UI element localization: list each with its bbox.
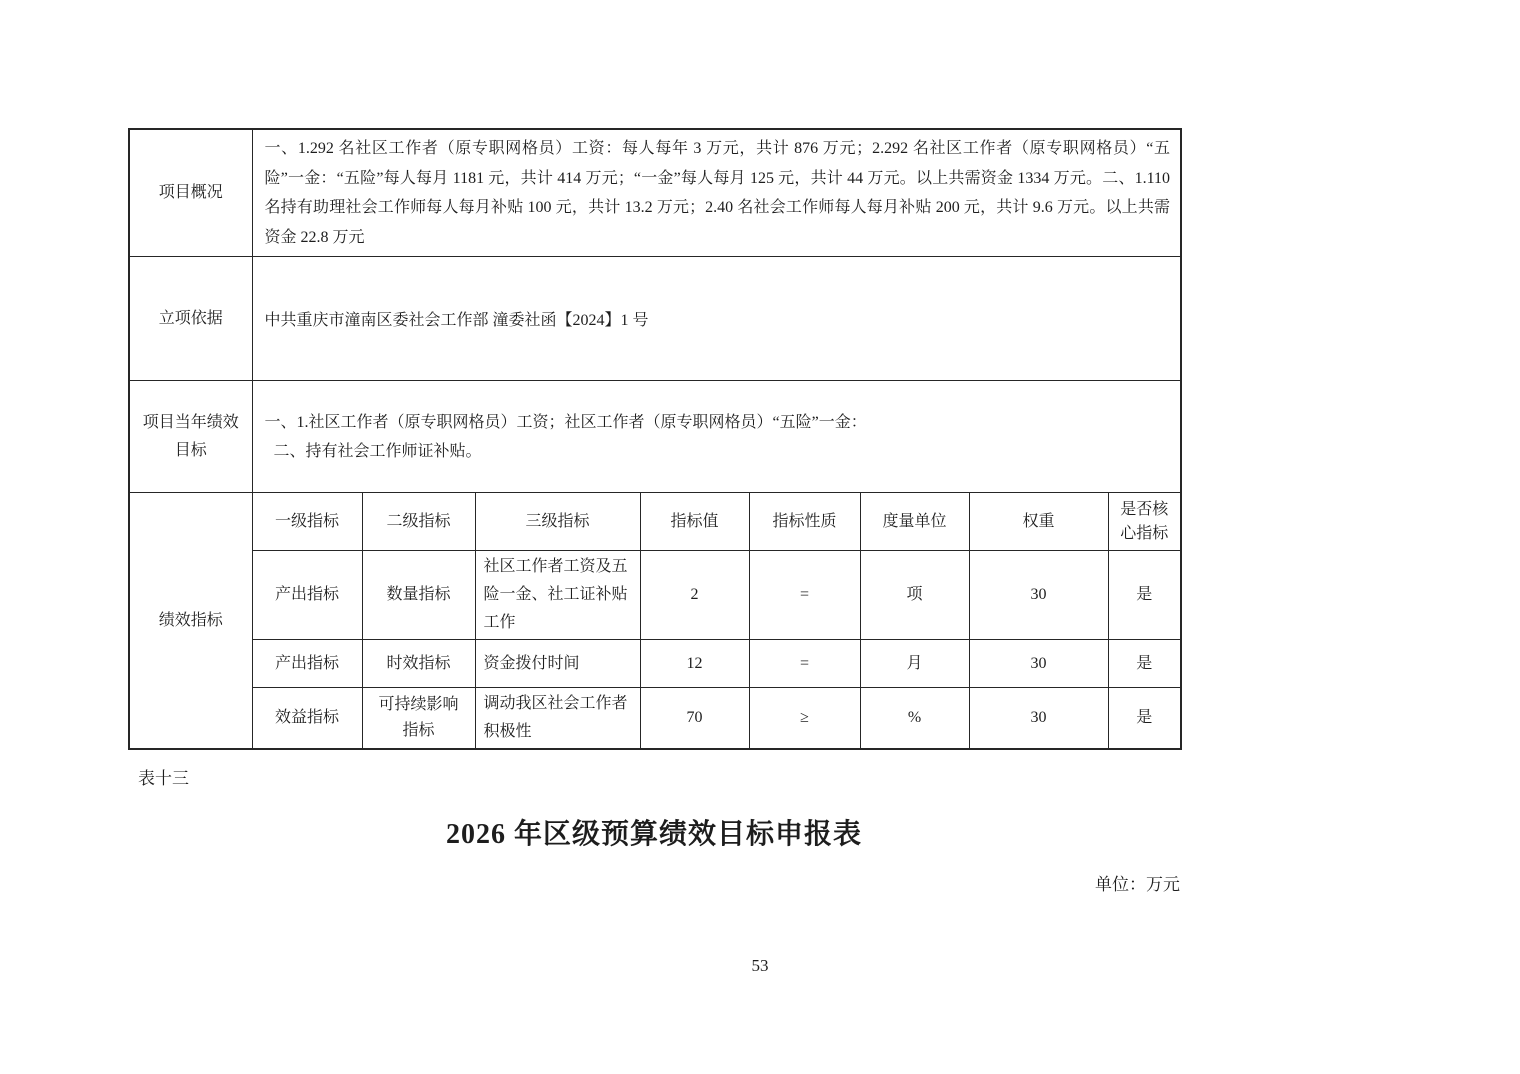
indicator-cell: 调动我区社会工作者积极性	[475, 688, 640, 750]
indicator-cell: 资金拨付时间	[475, 640, 640, 688]
indicator-cell: 月	[860, 640, 969, 688]
row-label-overview: 项目概况	[129, 129, 252, 257]
page-number: 53	[751, 956, 769, 975]
indicator-cell: 是	[1108, 640, 1181, 688]
indicator-cell: 时效指标	[362, 640, 475, 688]
indicator-cell: 是	[1108, 551, 1181, 640]
basis-content: 中共重庆市潼南区委社会工作部 潼委社函【2024】1 号	[252, 257, 1181, 381]
indicator-row-2	[129, 640, 1181, 688]
header-level2-indicator: 二级指标	[362, 493, 475, 551]
row-label-performance: 绩效指标	[129, 493, 252, 750]
table-caption: 表十三	[138, 769, 189, 788]
indicator-cell: 项	[860, 551, 969, 640]
indicator-cell: 产出指标	[252, 640, 362, 688]
annual-goal-line2: 二、持有社会工作师证补贴。	[273, 442, 482, 460]
annual-goal-content	[252, 381, 1181, 493]
indicator-cell: 效益指标	[252, 688, 362, 750]
indicator-cell: 30	[969, 551, 1108, 640]
indicator-cell: 社区工作者工资及五险一金、社工证补贴工作	[475, 551, 640, 640]
indicator-cell: 产出指标	[252, 551, 362, 640]
indicator-cell: =	[749, 551, 860, 640]
document-title: 2026 年区级预算绩效目标申报表	[445, 819, 862, 850]
header-indicator-value: 指标值	[640, 493, 749, 551]
performance-target-table	[128, 128, 1182, 750]
header-indicator-nature: 指标性质	[749, 493, 860, 551]
indicator-cell: 12	[640, 640, 749, 688]
table-row	[129, 381, 1181, 493]
header-level1-indicator: 一级指标	[252, 493, 362, 551]
unit-label: 单位：万元	[1095, 875, 1180, 894]
header-level3-indicator: 三级指标	[475, 493, 640, 551]
indicator-header-row	[129, 493, 1181, 551]
indicator-cell: 是	[1108, 688, 1181, 750]
row-label-basis: 立项依据	[129, 257, 252, 381]
indicator-cell: ≥	[749, 688, 860, 750]
header-core-indicator: 是否核心指标	[1108, 493, 1181, 551]
indicator-cell: 70	[640, 688, 749, 750]
row-label-annual-goal: 项目当年绩效目标	[129, 381, 252, 493]
header-weight: 权重	[969, 493, 1108, 551]
indicator-row-1	[129, 551, 1181, 640]
indicator-cell: 30	[969, 688, 1108, 750]
overview-content: 一、1.292 名社区工作者（原专职网格员）工资：每人每年 3 万元，共计 876 万元；2.292 名社区工作者（原专职网格员）“五险”一金：“五险”每人每月 1181 元，共计 414 万元；“一金”每人每月 125 元，共计 44 万元。以上共需资金 1334 万元。二、1.110 名持有助理社会工作师每人每月补贴 100 元，共计 13.2 万元；2.40 名社会工作师每人每月补贴 200 元，共计 9.6 万元。以上共需资金 22.8 万元	[252, 129, 1181, 257]
indicator-cell: 30	[969, 640, 1108, 688]
table-row	[129, 129, 1181, 257]
indicator-cell: =	[749, 640, 860, 688]
indicator-cell: %	[860, 688, 969, 750]
indicator-cell: 数量指标	[362, 551, 475, 640]
indicator-cell: 可持续影响指标	[362, 688, 475, 750]
indicator-row-3	[129, 688, 1181, 750]
annual-goal-line1: 一、1.社区工作者（原专职网格员）工资；社区工作者（原专职网格员）“五险”一金：	[264, 413, 867, 431]
table-row	[129, 257, 1181, 381]
header-measure-unit: 度量单位	[860, 493, 969, 551]
indicator-cell: 2	[640, 551, 749, 640]
